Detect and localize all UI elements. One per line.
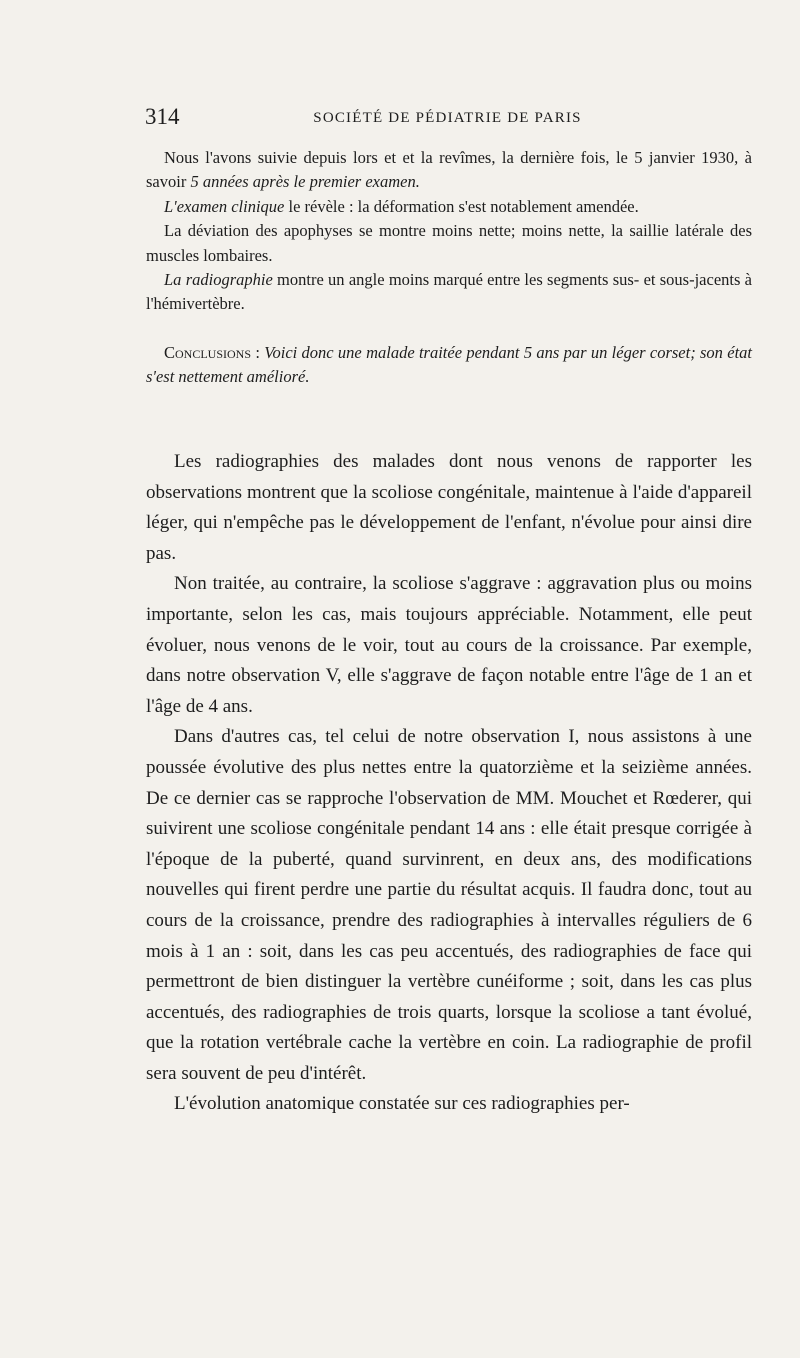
body-paragraph: L'évolution anatomique constatée sur ces radiographies per-: [174, 1093, 630, 1115]
italic-phrase: L'examen clinique: [164, 196, 285, 216]
page-number: 314: [145, 104, 180, 129]
body-paragraph: Les radiographies des malades dont nous venons de rapporter les observations montrent que la scoliose congénitale, maintenue à l'aide d'appareil léger, qui n'empêche pas le développement de l'enfant, n'évolue pour ainsi dire pas.: [146, 451, 752, 564]
page-header: [145, 104, 750, 132]
text-run: montre un angle moins marqué entre les segments sus- et sous-jacents à l'hémivertèbre.: [146, 270, 752, 314]
conclusion-label: Conclusions: [164, 342, 252, 362]
conclusion-paragraph: [146, 341, 752, 390]
text-run: La déviation des apophyses se montre moins nette; moins nette, la saillie latérale des muscles lombaires.: [146, 221, 752, 265]
discussion-text: [146, 447, 752, 1120]
case-note-paragraph: [146, 219, 752, 268]
italic-phrase: 5 années après le premier examen.: [190, 172, 420, 192]
case-notes: [146, 146, 752, 390]
conclusion-text: Voici donc une malade traitée pendant 5 ans par un léger corset; son état s'est nettement amélioré.: [146, 342, 752, 387]
text-run: le révèle : la déformation s'est notablement amendée.: [284, 196, 639, 216]
body-paragraph: Dans d'autres cas, tel celui de notre observation I, nous assistons à une poussée évolutive des plus nettes entre la quatorzième et la seizième années. De ce dernier cas se rapproche l'observation de MM. Mouchet et Rœderer, qui suivirent une scoliose congénitale pendant 14 ans : elle était presque corrigée à l'époque de la puberté, quand survinrent, en deux ans, des modifications nouvelles qui firent perdre une partie du résultat acquis. Il faudra donc, tout au cours de la croissance, prendre des radiographies à intervalles réguliers de 6 mois à 1 an : soit, dans les cas peu accentués, des radiographies de face qui permettront de bien distinguer la vertèbre cunéiforme ; soit, dans les cas plus accentués, des radiographies de trois quarts, lorsque la scoliose a tant évolué, que la rotation vertébrale cache la vertèbre en coin. La radiographie de profil sera souvent de peu d'intérêt.: [146, 726, 752, 1084]
case-note-paragraph: [146, 146, 752, 195]
case-note-paragraph: [146, 195, 752, 219]
running-title: SOCIÉTÉ DE PÉDIATRIE DE PARIS: [313, 110, 582, 126]
conclusion-separator: :: [251, 342, 265, 362]
body-paragraph: Non traitée, au contraire, la scoliose s'aggrave : aggravation plus ou moins importante, selon les cas, mais toujours appréciable. Notamment, elle peut évoluer, nous venons de le voir, tout au cours de la croissance. Par exemple, dans notre observation V, elle s'aggrave de façon notable entre l'âge de 1 an et l'âge de 4 ans.: [146, 573, 752, 717]
italic-phrase: La radiographie: [164, 270, 273, 290]
text-run: Nous l'avons suivie depuis lors et et la revîmes, la dernière fois, le 5 janvier 1930, à savoir: [146, 148, 752, 192]
case-note-paragraph: [146, 268, 752, 317]
